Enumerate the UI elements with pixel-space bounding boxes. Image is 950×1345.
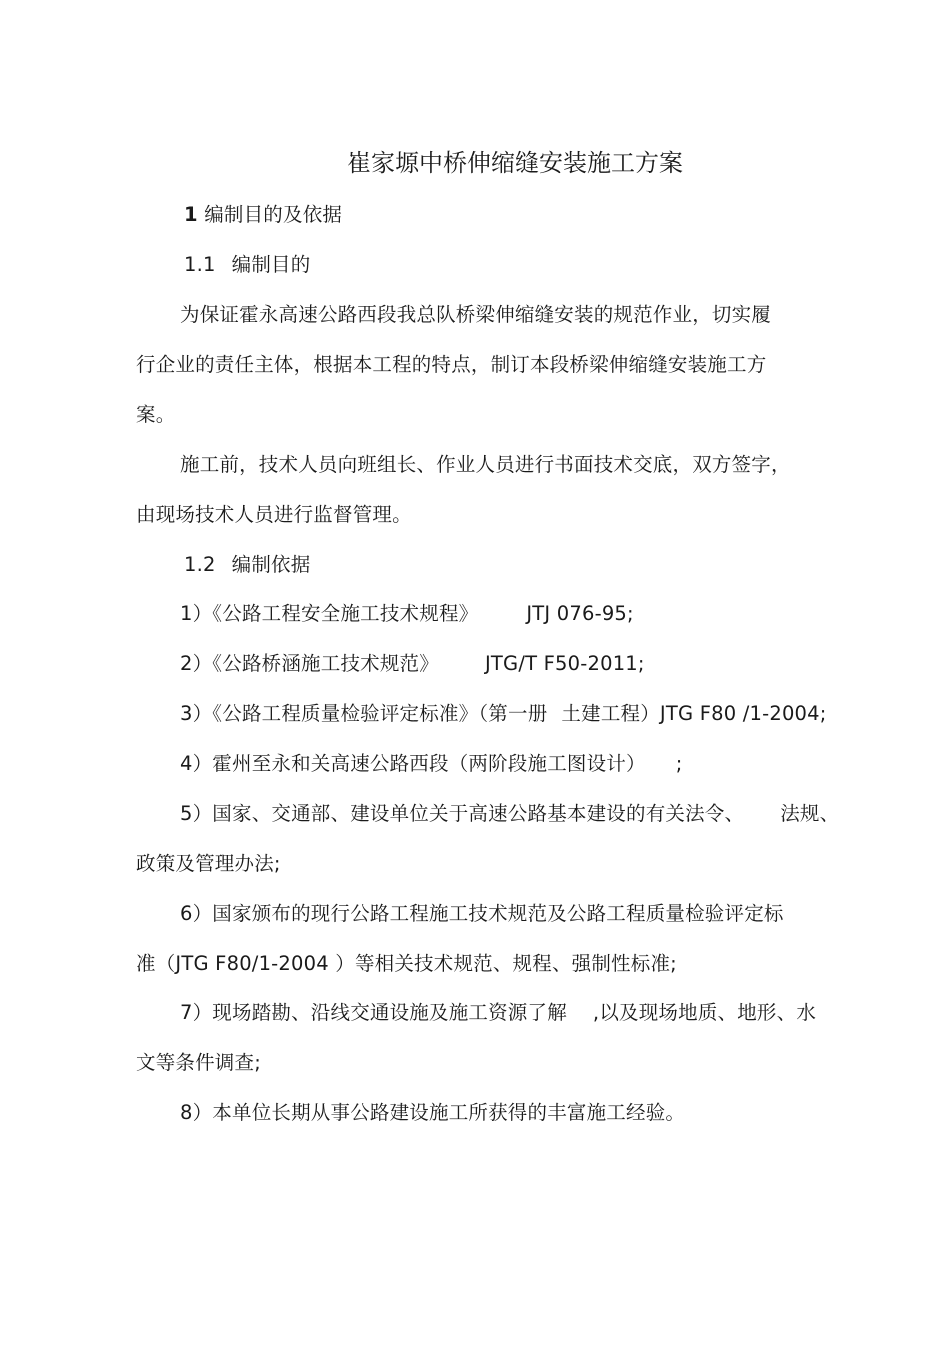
basis-item-5-line-2: 政策及管理办法; <box>136 852 281 875</box>
briefing-line-1: 施工前，技术人员向班组长、作业人员进行书面技术交底，双方签字， <box>180 453 791 476</box>
basis-item-2-code: JTG/T F50-2011; <box>484 652 645 675</box>
section-1-number: 1 <box>184 203 198 226</box>
basis-item-5-label-b: 法规、 <box>780 802 840 825</box>
basis-item-7-label: 7）现场踏勘、沿线交通设施及施工资源了解 <box>180 1001 567 1024</box>
briefing-line-2: 由现场技术人员进行监督管理。 <box>136 503 412 526</box>
basis-item-7 <box>180 1000 816 1026</box>
basis-item-6-line-2: 准（JTG F80/1-2004 ）等相关技术规范、规程、强制性标准; <box>136 952 677 975</box>
section-1-2-number: 1.2 <box>184 553 216 576</box>
section-1-title: 编制目的及依据 <box>204 203 343 226</box>
basis-item-4 <box>180 751 683 777</box>
section-1-1-heading <box>184 252 310 278</box>
basis-item-6: 6）国家颁布的现行公路工程施工技术规范及公路工程质量检验评定标 <box>180 902 784 925</box>
basis-item-1-label: 1）《公路工程安全施工技术规程》 <box>180 602 479 625</box>
purpose-line-1: 为保证霍永高速公路西段我总队桥梁伸缩缝安装的规范作业，切实履 <box>180 303 772 326</box>
basis-item-2-label: 2）《公路桥涵施工技术规范》 <box>180 652 439 675</box>
basis-item-8: 8）本单位长期从事公路建设施工所获得的丰富施工经验。 <box>180 1101 686 1124</box>
basis-item-3-label: 3）《公路工程质量检验评定标准》（第一册 <box>180 702 548 725</box>
basis-item-7-line-2: 文等条件调查; <box>136 1051 261 1074</box>
basis-item-3-label-b: 土建工程）JTG F80 /1-2004; <box>561 702 827 725</box>
basis-item-7-label-b: ,以及现场地质、地形、水 <box>592 1001 817 1024</box>
basis-item-5 <box>180 801 839 827</box>
section-1-2-heading <box>184 552 310 578</box>
basis-item-3 <box>180 701 827 727</box>
basis-item-4-label-b: ; <box>675 752 683 775</box>
section-1-1-title: 编制目的 <box>231 253 311 276</box>
section-1-2-title: 编制依据 <box>231 553 311 576</box>
basis-item-1 <box>180 601 634 627</box>
purpose-line-2: 行企业的责任主体，根据本工程的特点，制订本段桥梁伸缩缝安装施工方 <box>136 353 767 376</box>
section-1-1-number: 1.1 <box>184 253 216 276</box>
section-1-heading <box>184 202 342 228</box>
basis-item-5-label: 5）国家、交通部、建设单位关于高速公路基本建设的有关法令、 <box>180 802 745 825</box>
basis-item-2 <box>180 651 645 677</box>
basis-item-1-code: JTJ 076-95; <box>526 602 634 625</box>
purpose-line-3: 案。 <box>136 403 176 426</box>
document-title: 崔家塬中桥伸缩缝安装施工方案 <box>347 149 683 177</box>
basis-item-4-label: 4）霍州至永和关高速公路西段（两阶段施工图设计） <box>180 752 646 775</box>
